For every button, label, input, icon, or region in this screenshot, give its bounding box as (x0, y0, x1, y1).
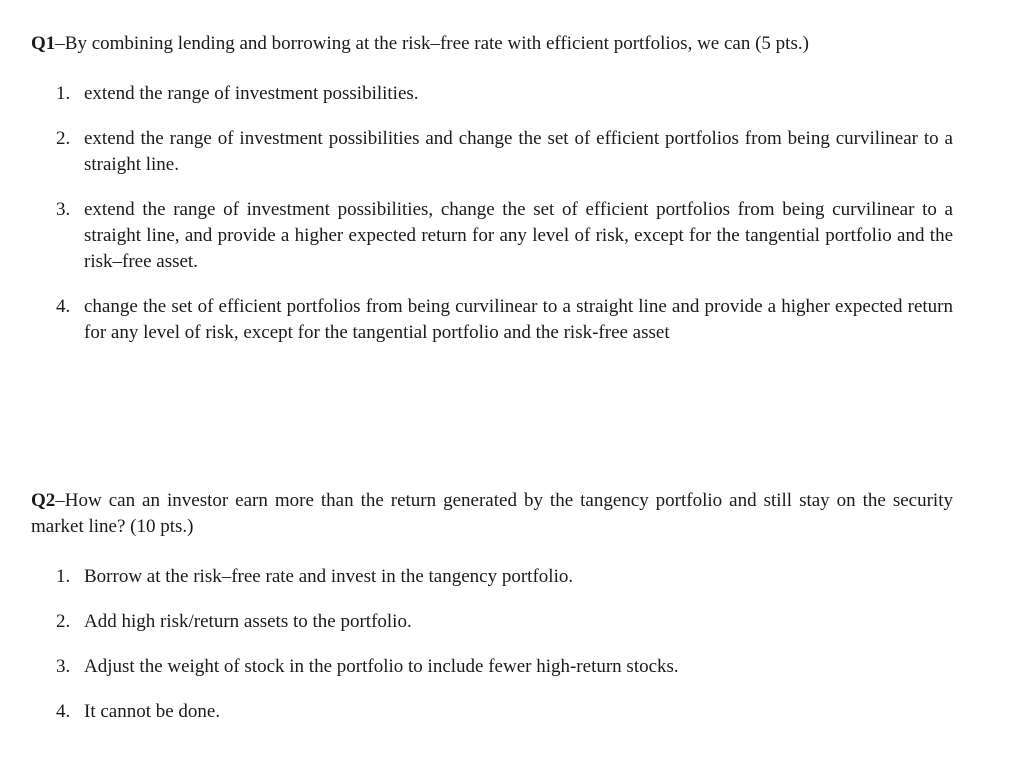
option-text: change the set of efficient portfolios from being curvilinear to a straight line and provide a higher expected return for any level of risk, except for the tangential portfolio and the risk-free asset (84, 296, 953, 343)
option-number: 1. (56, 566, 71, 587)
question-2-label: Q2 (31, 490, 56, 511)
question-2-options (31, 564, 953, 725)
option-list-item (31, 294, 953, 346)
option-number: 4. (56, 701, 71, 722)
option-list-item (31, 197, 953, 275)
question-2 (31, 488, 953, 744)
option-text: extend the range of investment possibilities and change the set of efficient portfolios from being curvilinear to a straight line. (84, 128, 953, 175)
option-text: extend the range of investment possibilities. (84, 83, 419, 104)
option-number: 2. (56, 128, 71, 149)
question-1 (31, 31, 953, 365)
option-number: 4. (56, 296, 71, 317)
option-list-item (31, 564, 953, 590)
option-text: It cannot be done. (84, 701, 221, 722)
option-list-item (31, 126, 953, 178)
option-text: Add high risk/return assets to the portfolio. (84, 611, 412, 632)
question-2-stem (31, 488, 953, 540)
option-number: 1. (56, 83, 71, 104)
option-list-item (31, 654, 953, 680)
question-1-stem (31, 31, 953, 57)
option-list-item (31, 699, 953, 725)
option-number: 3. (56, 199, 71, 220)
question-1-text: –By combining lending and borrowing at the risk–free rate with efficient portfolios, we can (5 pts.) (55, 33, 809, 54)
question-1-label: Q1 (31, 33, 56, 54)
option-number: 2. (56, 611, 71, 632)
option-list-item (31, 81, 953, 107)
option-text: Adjust the weight of stock in the portfolio to include fewer high-return stocks. (84, 656, 679, 677)
option-text: extend the range of investment possibilities, change the set of efficient portfolios from being curvilinear to a straight line, and provide a higher expected return for any level of risk, except for the tangential portfolio and the risk–free asset. (84, 199, 953, 272)
question-2-text: –How can an investor earn more than the return generated by the tangency portfolio and still stay on the security market line? (10 pts.) (31, 490, 953, 537)
option-text: Borrow at the risk–free rate and invest in the tangency portfolio. (84, 566, 574, 587)
question-1-options (31, 81, 953, 346)
option-number: 3. (56, 656, 71, 677)
option-list-item (31, 609, 953, 635)
